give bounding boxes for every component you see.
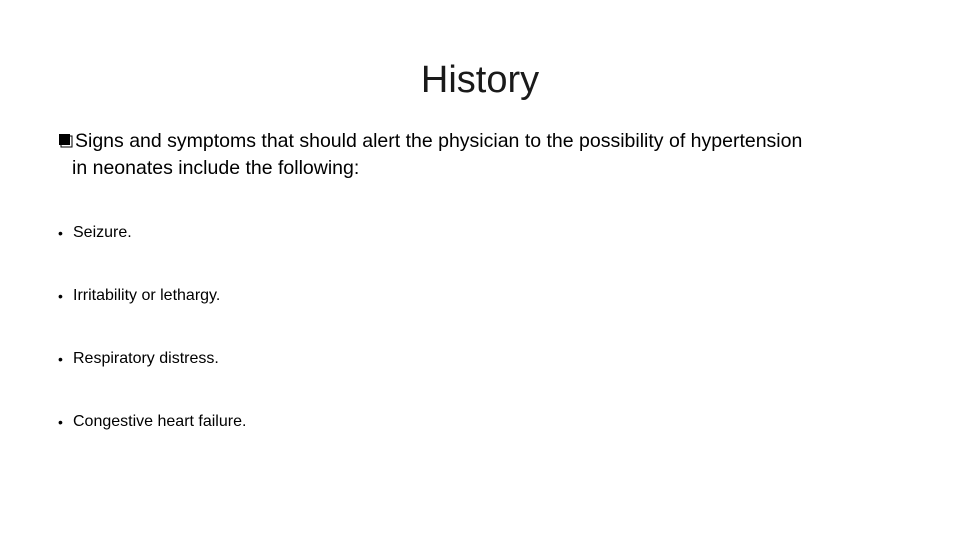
intro-row <box>58 128 918 155</box>
square-bullet-icon <box>58 133 73 149</box>
bullet-dot-icon: • <box>58 351 63 367</box>
bullet-dot-icon: • <box>58 288 63 304</box>
intro-text <box>75 128 802 155</box>
list-item <box>58 344 758 374</box>
bullet-dot-icon: • <box>58 225 63 241</box>
list-item <box>58 281 758 311</box>
list-item-label: Irritability or lethargy. <box>73 287 221 304</box>
intro-line-1: Signs and symptoms that should alert the physician to the possibility of hypertension <box>75 130 803 152</box>
list-item-label: Respiratory distress. <box>73 350 219 367</box>
intro-line-2: in neonates include the following: <box>72 157 360 179</box>
list-item-label: Seizure. <box>73 224 132 241</box>
bullet-dot-icon: • <box>58 414 63 430</box>
intro-paragraph <box>58 128 918 182</box>
slide-title: History <box>420 59 540 101</box>
intro-line-2-wrap <box>58 155 918 182</box>
bullet-list <box>58 218 758 437</box>
list-item <box>58 218 758 248</box>
list-item-label: Congestive heart failure. <box>73 413 247 430</box>
list-item <box>58 407 758 437</box>
